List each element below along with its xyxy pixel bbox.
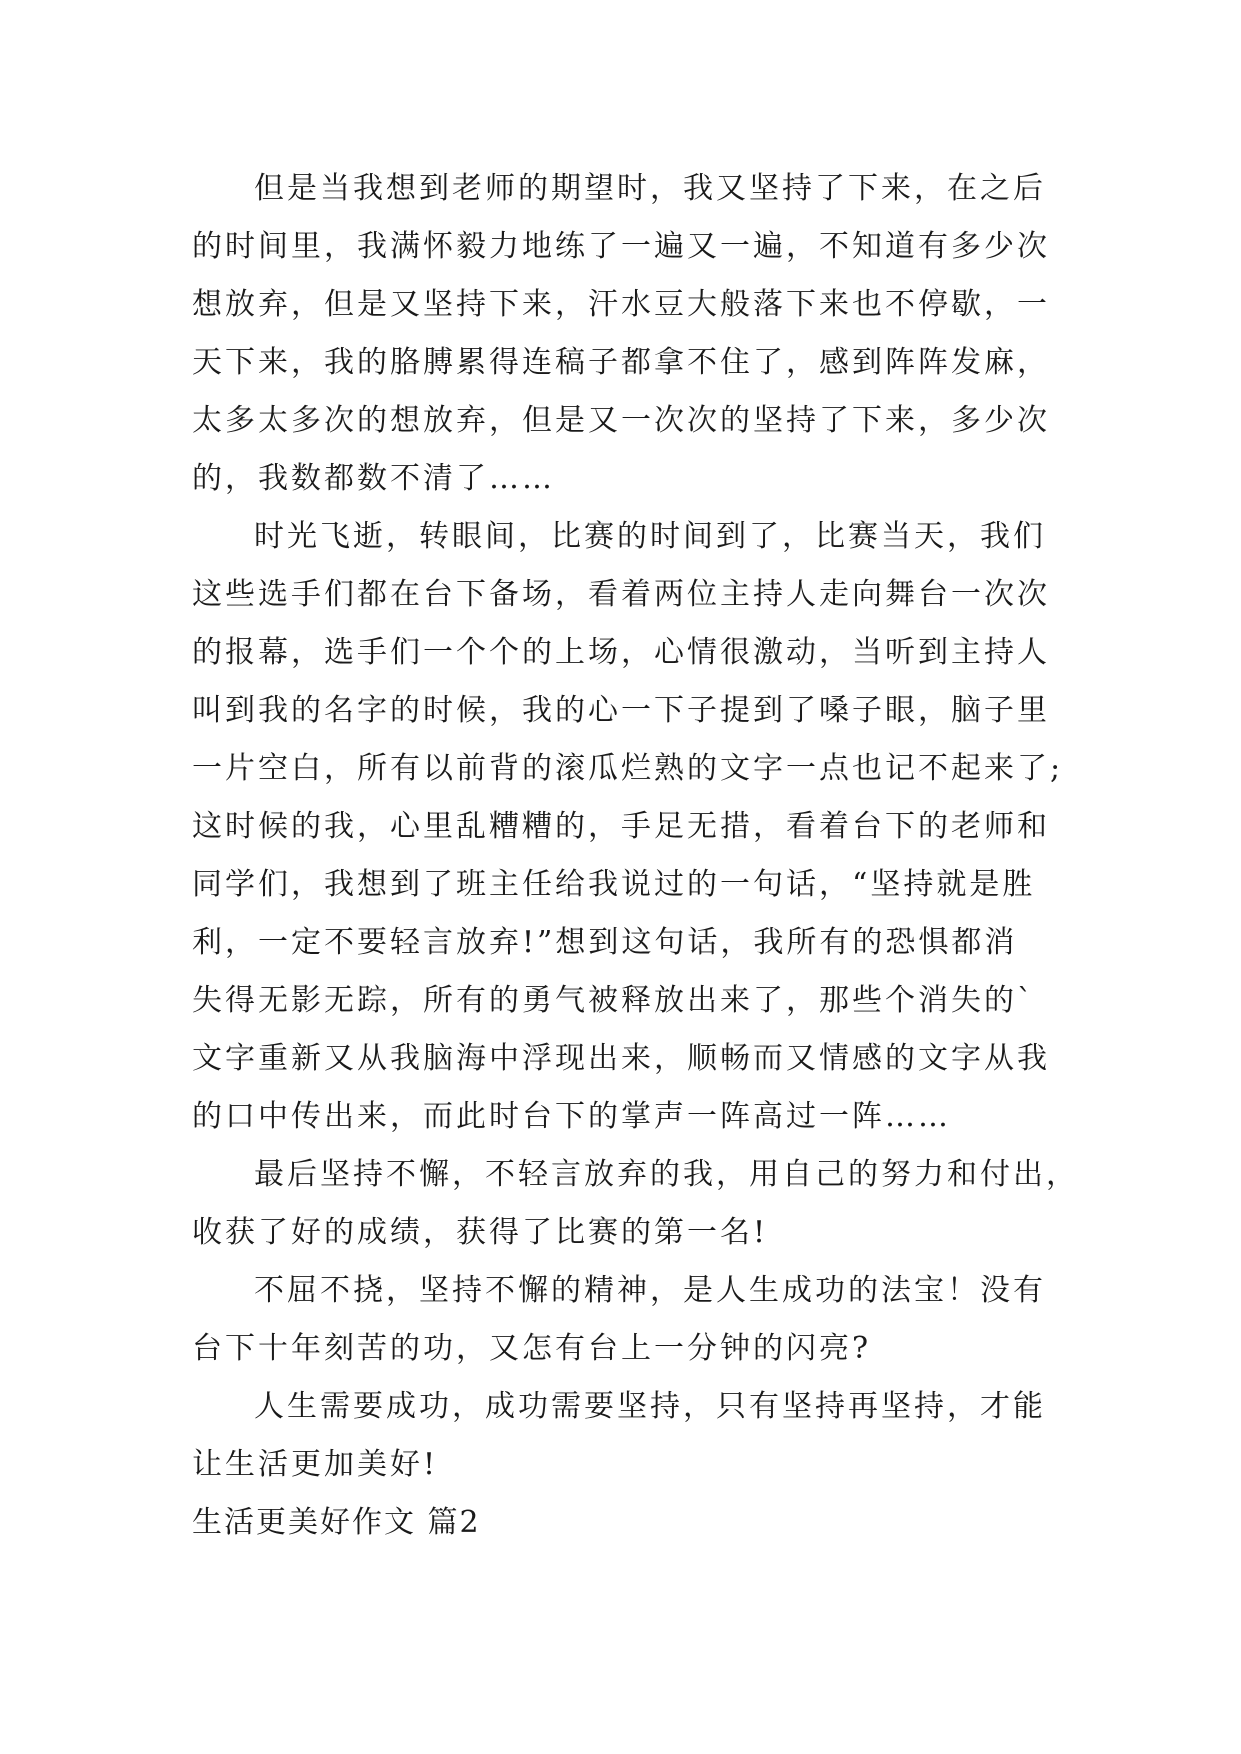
paragraph-line: 天下来，我的胳膊累得连稿子都拿不住了，感到阵阵发麻， [192,345,1050,380]
paragraph-line: 台下十年刻苦的功，又怎有台上一分钟的闪亮? [192,1331,872,1366]
paragraph-line: 最后坚持不懈，不轻言放弃的我，用自己的努力和付出， [254,1157,1079,1192]
paragraph-line: 这些选手们都在台下备场，看着两位主持人走向舞台一次次 [192,577,1050,612]
paragraph-line: 想放弃，但是又坚持下来，汗水豆大般落下来也不停歇，一 [192,287,1050,322]
paragraph-line: 但是当我想到老师的期望时，我又坚持了下来，在之后 [254,171,1046,206]
paragraph-line: 太多太多次的想放弃，但是又一次次的坚持了下来，多少次 [192,403,1050,438]
paragraph-line: 人生需要成功，成功需要坚持，只有坚持再坚持，才能 [254,1389,1046,1424]
section-heading: 生活更美好作文 篇2 [192,1505,481,1540]
paragraph-line: 这时候的我，心里乱糟糟的，手足无措，看着台下的老师和 [192,809,1050,844]
paragraph-line: 同学们，我想到了班主任给我说过的一句话，“坚持就是胜 [192,867,1036,902]
paragraph-line: 的，我数都数不清了…… [192,461,555,496]
paragraph-line: 利，一定不要轻言放弃!”想到这句话，我所有的恐惧都消 [192,925,1018,960]
paragraph-line: 让生活更加美好! [192,1447,439,1482]
essay-body [192,160,1079,1552]
paragraph-line: 的口中传出来，而此时台下的掌声一阵高过一阵…… [192,1099,951,1134]
paragraph-line: 收获了好的成绩，获得了比赛的第一名! [192,1215,769,1250]
paragraph-line: 的报幕，选手们一个个的上场，心情很激动，当听到主持人 [192,635,1050,670]
paragraph-line: 一片空白，所有以前背的滚瓜烂熟的文字一点也记不起来了; [192,751,1064,786]
paragraph-line: 时光飞逝，转眼间，比赛的时间到了，比赛当天，我们 [254,519,1046,554]
paragraph-line: 的时间里，我满怀毅力地练了一遍又一遍，不知道有多少次 [192,229,1050,264]
paragraph-line: 叫到我的名字的时候，我的心一下子提到了嗓子眼，脑子里 [192,693,1050,728]
paragraph-line: 失得无影无踪，所有的勇气被释放出来了，那些个消失的` [192,983,1035,1018]
paragraph-line: 不屈不挠，坚持不懈的精神，是人生成功的法宝！没有 [254,1273,1046,1308]
paragraph-line: 文字重新又从我脑海中浮现出来，顺畅而又情感的文字从我 [192,1041,1050,1076]
